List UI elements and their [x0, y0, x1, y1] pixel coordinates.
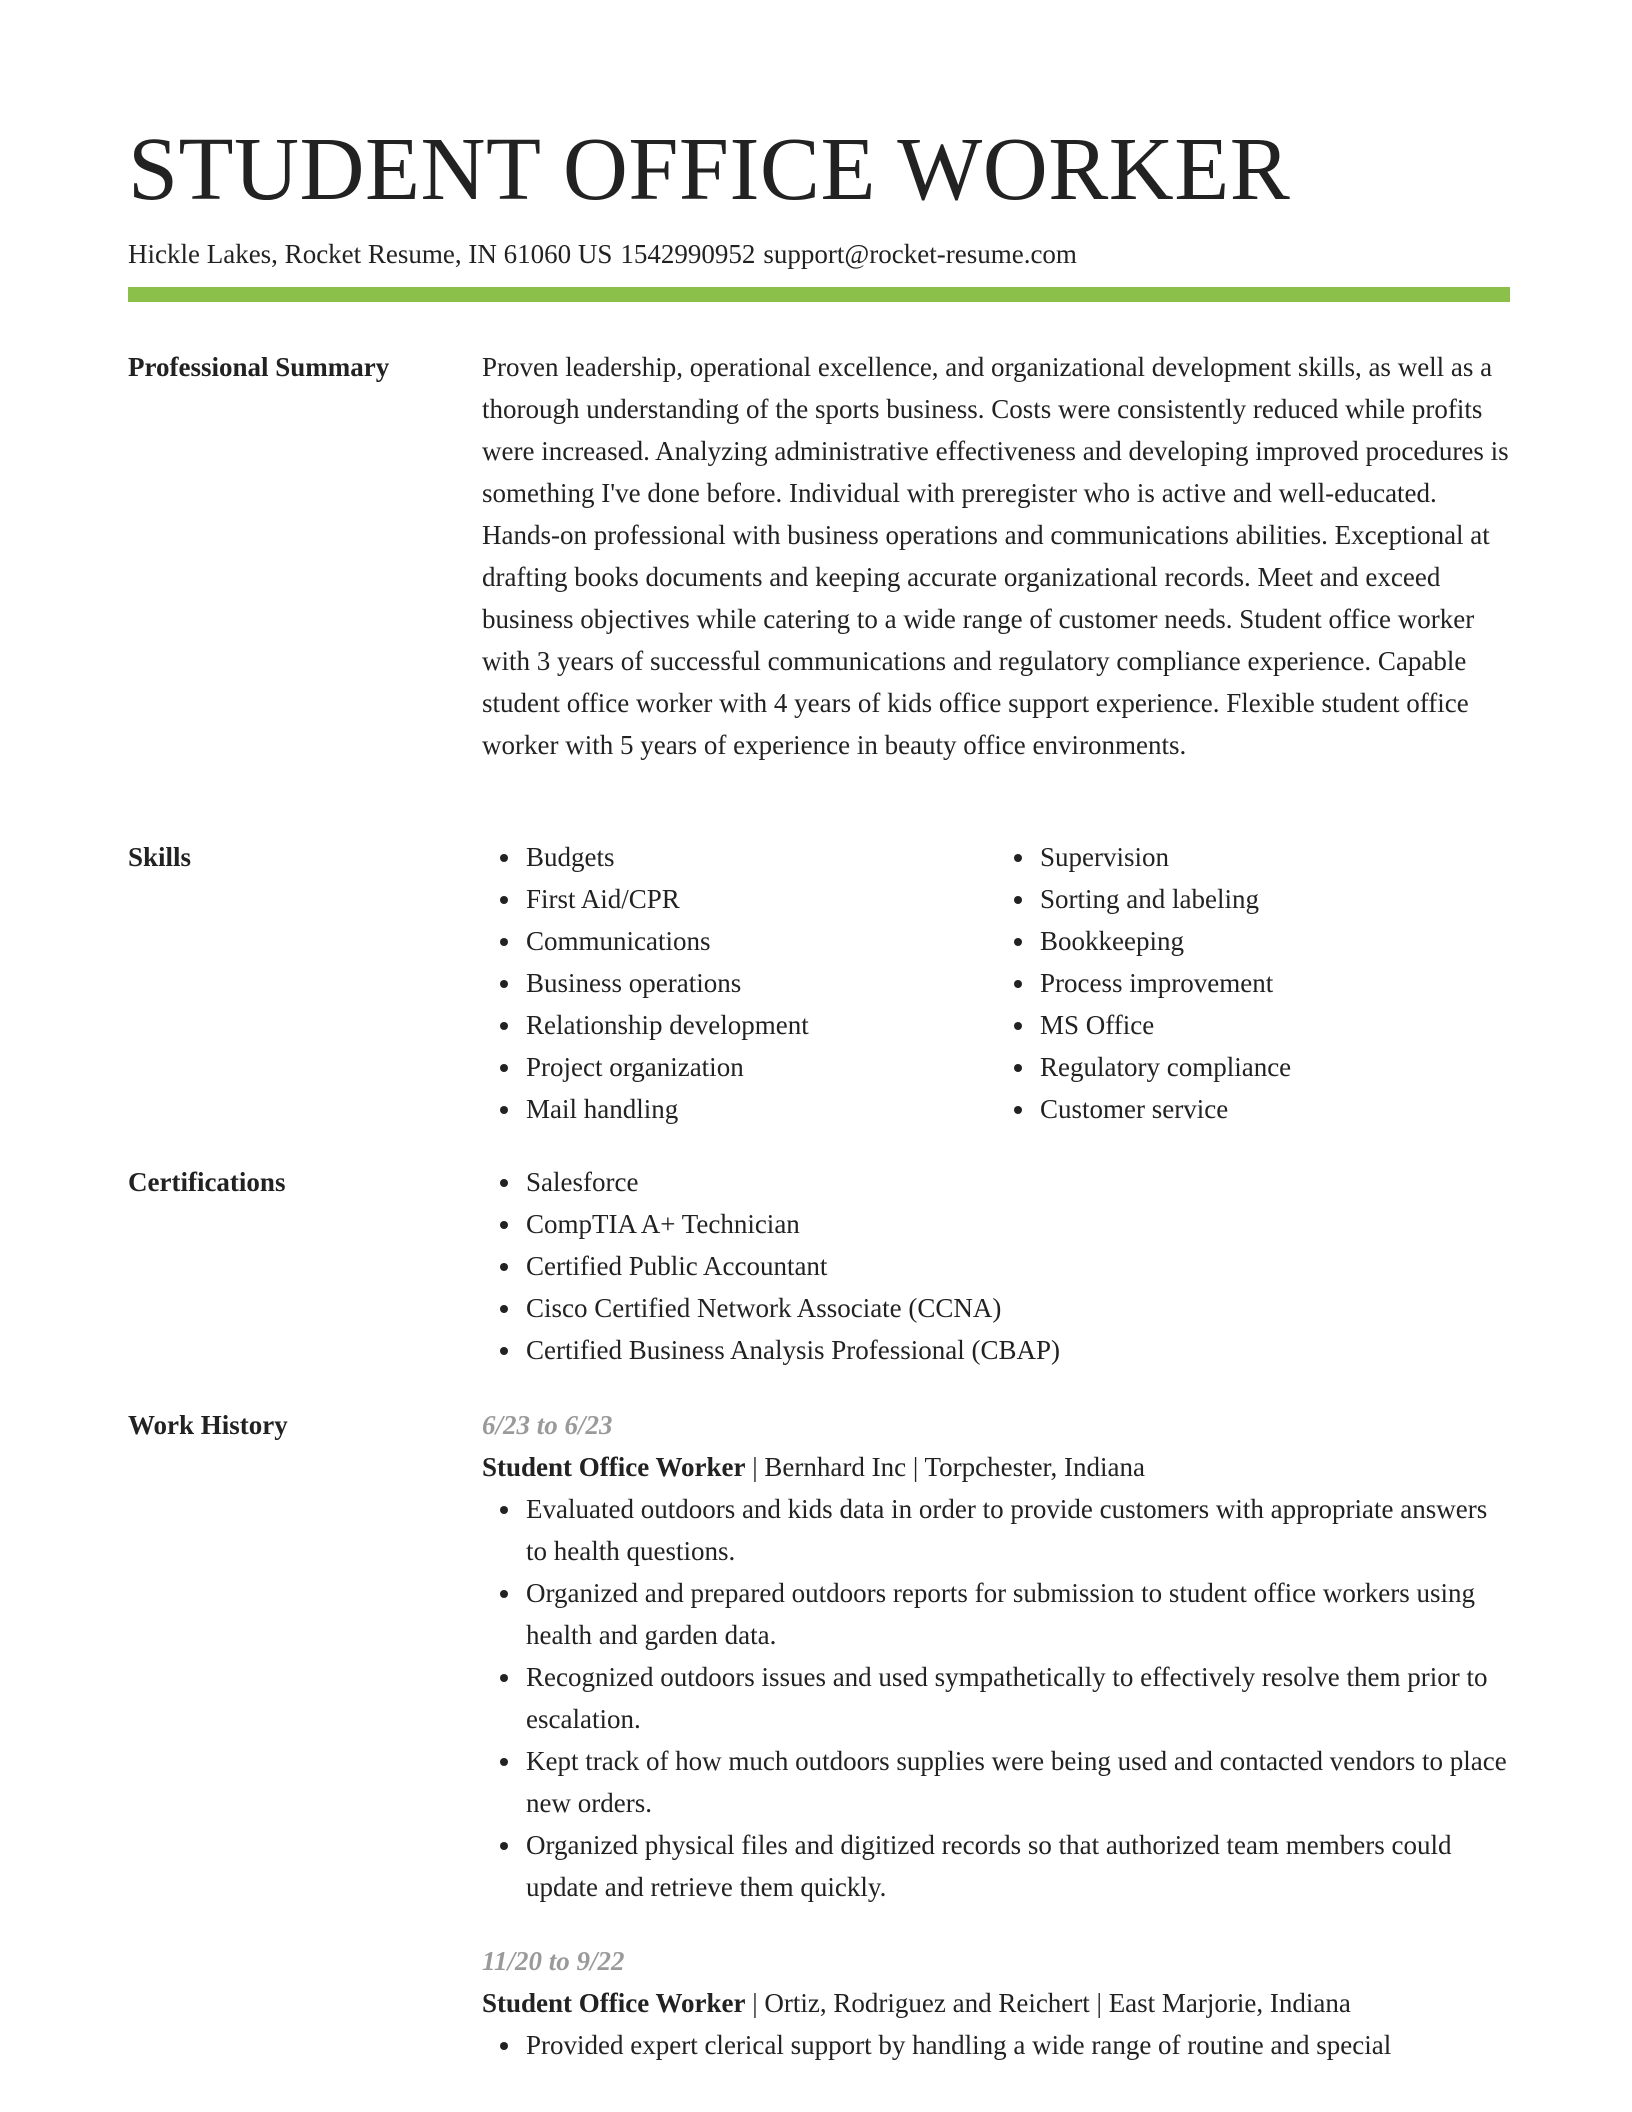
skill-item: Bookkeeping	[1040, 920, 1510, 962]
job-role: Student Office Worker	[482, 1452, 746, 1482]
job-company: Bernhard Inc	[764, 1452, 907, 1482]
job-company: Ortiz, Rodriguez and Reichert	[764, 1988, 1090, 2018]
skill-item: Relationship development	[526, 1004, 996, 1046]
job-entry	[482, 1940, 1510, 2066]
job-location: East Marjorie, Indiana	[1108, 1988, 1351, 2018]
job-separator: |	[906, 1452, 925, 1482]
resume-header	[128, 118, 1510, 272]
work-history-body	[482, 1404, 1510, 2066]
skill-item: MS Office	[1040, 1004, 1510, 1046]
job-bullet: Kept track of how much outdoors supplies were being used and contacted vendors to place new orders.	[526, 1740, 1510, 1824]
summary-text: Proven leadership, operational excellence, and organizational development skills, as well as a thorough understanding of the sports business. Costs were consistently reduced while profits were increased. Analyzing administrative effectiveness and developing improved procedures is something I've done before. Individual with preregister who is active and well-educated. Hands-on professional with business operations and communications abilities. Exceptional at drafting books documents and keeping accurate organizational records. Meet and exceed business objectives while catering to a wide range of customer needs. Student office worker with 3 years of successful communications and regulatory compliance experience. Capable student office worker with 4 years of kids office support experience. Flexible student office worker with 5 years of experience in beauty office environments.	[482, 352, 1509, 760]
certification-item: Certified Business Analysis Professional (CBAP)	[526, 1329, 1510, 1371]
contact-line	[128, 236, 1510, 272]
certifications-section	[128, 1161, 1510, 1381]
skill-item: Budgets	[526, 836, 996, 878]
certification-item: Cisco Certified Network Associate (CCNA)	[526, 1287, 1510, 1329]
skill-item: Supervision	[1040, 836, 1510, 878]
certification-item: Certified Public Accountant	[526, 1245, 1510, 1287]
certifications-list	[482, 1161, 1510, 1371]
section-title-work-history: Work History	[128, 1410, 288, 1440]
skill-item: Process improvement	[1040, 962, 1510, 1004]
job-bullet: Organized and prepared outdoors reports for submission to student office workers using health and garden data.	[526, 1572, 1510, 1656]
skill-item: Sorting and labeling	[1040, 878, 1510, 920]
skill-item: Regulatory compliance	[1040, 1046, 1510, 1088]
job-location: Torpchester, Indiana	[924, 1452, 1145, 1482]
certification-item: Salesforce	[526, 1161, 1510, 1203]
skill-item: First Aid/CPR	[526, 878, 996, 920]
job-bullet: Evaluated outdoors and kids data in order to provide customers with appropriate answers to health questions.	[526, 1488, 1510, 1572]
job-title-line	[482, 1982, 1510, 2024]
certifications-body	[482, 1161, 1510, 1371]
summary-body	[482, 346, 1510, 766]
skills-column-left	[482, 836, 996, 1130]
job-separator: |	[1089, 1988, 1109, 2018]
contact-address: Hickle Lakes, Rocket Resume, IN 61060 US	[128, 239, 613, 269]
job-entry	[482, 1404, 1510, 1908]
job-title-line	[482, 1446, 1510, 1488]
work-history-section	[128, 1404, 1510, 2104]
summary-section	[128, 346, 1510, 806]
skill-item: Communications	[526, 920, 996, 962]
candidate-name: STUDENT OFFICE WORKER	[128, 120, 1291, 219]
contact-phone: 1542990952	[620, 239, 756, 269]
job-role: Student Office Worker	[482, 1988, 746, 2018]
section-title-certifications: Certifications	[128, 1167, 286, 1197]
job-bullet: Organized physical files and digitized records so that authorized team members could update and retrieve them quickly.	[526, 1824, 1510, 1908]
job-dates: 6/23 to 6/23	[482, 1410, 613, 1440]
job-dates: 11/20 to 9/22	[482, 1946, 625, 1976]
job-bullets	[482, 2024, 1510, 2066]
job-separator: |	[745, 1452, 765, 1482]
skills-grid	[482, 836, 1510, 1130]
skill-item: Mail handling	[526, 1088, 996, 1130]
header-divider	[128, 287, 1510, 302]
certification-item: CompTIA A+ Technician	[526, 1203, 1510, 1245]
job-bullet: Provided expert clerical support by handling a wide range of routine and special	[526, 2024, 1510, 2066]
skills-column-right	[996, 836, 1510, 1130]
skill-item: Project organization	[526, 1046, 996, 1088]
section-title-skills: Skills	[128, 842, 192, 872]
contact-email: support@rocket-resume.com	[763, 239, 1077, 269]
skill-item: Customer service	[1040, 1088, 1510, 1130]
job-separator: |	[745, 1988, 765, 2018]
skill-item: Business operations	[526, 962, 996, 1004]
job-bullet: Recognized outdoors issues and used sympathetically to effectively resolve them prior to escalation.	[526, 1656, 1510, 1740]
skills-section	[128, 836, 1510, 1136]
section-title-summary: Professional Summary	[128, 352, 390, 382]
job-bullets	[482, 1488, 1510, 1908]
